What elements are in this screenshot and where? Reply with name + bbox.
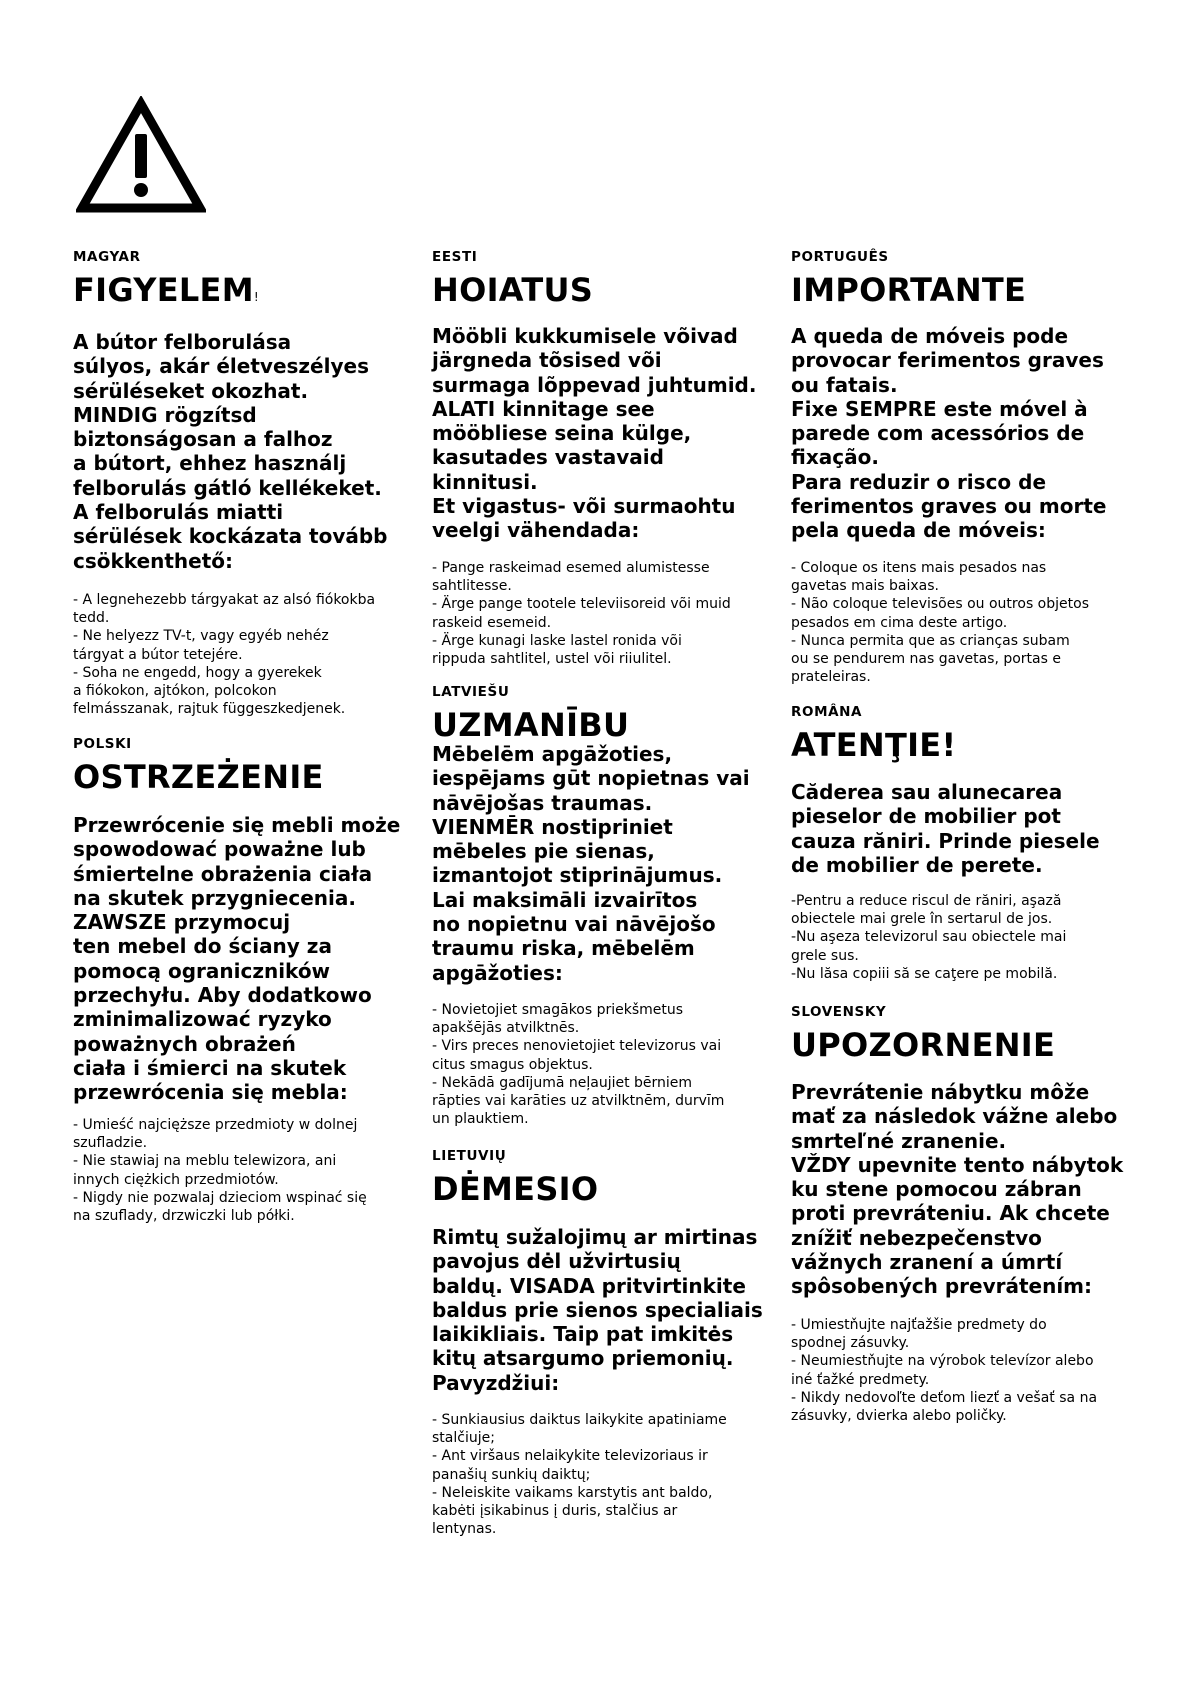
language-label: LATVIEŠU (432, 684, 510, 700)
list-item: - Não coloque televisões ou outros objetos pesados em cima deste artigo. (791, 596, 1089, 631)
list-item: - Sunkiausius daiktus laikykite apatiniame stalčiuje; (432, 1412, 727, 1447)
language-label: MAGYAR (73, 249, 141, 265)
safety-tips-list (73, 1116, 367, 1225)
list-item: - Neumiestňujte na výrobok televízor alebo iné ťažké predmety. (791, 1353, 1094, 1388)
list-item: - Nekādā gadījumā neļaujiet bērniem rāpties vai karāties uz atvilktnēm, durvīm un plauktiem. (432, 1074, 725, 1128)
list-item: - Novietojiet smagākos priekšmetus apakšējās atvilktnēs. (432, 1002, 684, 1037)
warning-lead-text: Mööbli kukkumisele võivad järgneda tõsised või surmaga lõppevad juhtumid. ALATI kinnitage see mööbliese seina külge, kasutades vastavaid kinnitusi. Et vigastus- või surmaohtu veelgi vähendada: (432, 324, 757, 543)
list-item: -Pentru a reduce riscul de răniri, aşază obiectele mai grele în sertarul de jos. (791, 893, 1062, 928)
safety-tips-list (432, 1001, 724, 1128)
warning-heading: IMPORTANTE (791, 271, 1027, 309)
list-item: - Virs preces nenovietojiet televizorus vai citus smagus objektus. (432, 1038, 722, 1073)
warning-lead-text: Mēbelēm apgāžoties, iespējams gūt nopietnas vai nāvējošas traumas. VIENMĒR nostipriniet mēbeles pie sienas, izmantojot stiprinājumus. Lai maksimāli izvairītos no nopietnu vai nāvējošo traumu riska, mēbelēm apgāžoties: (432, 742, 750, 985)
list-item: - Ne helyezz TV-t, vagy egyéb nehéz tárgyat a bútor tetejére. (73, 628, 329, 663)
list-item: - Coloque os itens mais pesados nas gavetas mais baixas. (791, 560, 1047, 595)
warning-lead-text: Przewrócenie się mebli może spowodować poważne lub śmiertelne obrażenia ciała na skutek przygniecenia. ZAWSZE przymocuj ten mebel do ściany za pomocą ograniczników przechyłu. Aby dodatkowo zminimalizować ryzyko poważnych obrażeń ciała i śmierci na skutek przewrócenia się mebla: (73, 813, 401, 1105)
language-label: SLOVENSKY (791, 1004, 887, 1020)
warning-lead-text: Rimtų sužalojimų ar mirtinas pavojus dėl užvirtusių baldų. VISADA pritvirtinkite baldus prie sienos specialiais laikikliais. Taip pat imkitės kitų atsargumo priemonių. Pavyzdžiui: (432, 1225, 763, 1395)
list-item: - Ärge pange tootele televiisoreid või muid raskeid esemeid. (432, 596, 731, 631)
warning-lead-text: Căderea sau alunecarea pieselor de mobilier pot cauza răniri. Prinde piesele de mobilier de perete. (791, 780, 1100, 877)
warning-heading: UZMANĪBU (432, 706, 630, 744)
warning-heading: HOIATUS (432, 271, 594, 309)
list-item: - Soha ne engedd, hogy a gyerekek a fiókokon, ajtókon, polcokon felmásszanak, rajtuk függeszkedjenek. (73, 664, 346, 718)
safety-tips-list (791, 892, 1066, 983)
warning-heading: UPOZORNENIE (791, 1026, 1056, 1064)
list-item: - Neleiskite vaikams karstytis ant baldo, kabėti įsikabinus į duris, stalčius ar lentynas. (432, 1484, 713, 1538)
safety-tips-list (432, 559, 731, 668)
list-item: - Nunca permita que as crianças subam ou se pendurem nas gavetas, portas e prateleiras. (791, 632, 1070, 686)
language-label: ROMÂNA (791, 704, 863, 720)
warning-lead-text: A bútor felborulása súlyos, akár életveszélyes sérüléseket okozhat. MINDIG rögzítsd biztonságosan a falhoz a bútort, ehhez használj felborulás gátló kellékeket. A felborulás miatti sérülések kockázata tovább csökkenthető: (73, 330, 388, 573)
list-item: - Umiestňujte najťažšie predmety do spodnej zásuvky. (791, 1317, 1047, 1352)
safety-tips-list (791, 1316, 1097, 1425)
list-item: - Ant viršaus nelaikykite televizoriaus ir panašių sunkių daiktų; (432, 1448, 708, 1483)
warning-heading: FIGYELEM! (73, 271, 259, 309)
warning-heading: OSTRZEŻENIE (73, 758, 324, 796)
language-label: EESTI (432, 249, 478, 265)
list-item: - Nikdy nedovoľte deťom liezť a vešať sa na zásuvky, dvierka alebo poličky. (791, 1389, 1098, 1425)
safety-tips-list (432, 1411, 727, 1538)
list-item: - A legnehezebb tárgyakat az alsó fiókokba tedd. (73, 592, 376, 627)
warning-triangle-icon (76, 96, 206, 216)
warning-lead-text: Prevrátenie nábytku môže mať za následok vážne alebo smrteľné zranenie. VŽDY upevnite tento nábytok ku stene pomocou zábran proti prevráteniu. Ak chcete znížiť nebezpečenstvo vážnych zranení a úmrtí spôsobených prevrátením: (791, 1080, 1124, 1299)
list-item: - Nie stawiaj na meblu telewizora, ani innych ciężkich przedmiotów. (73, 1153, 337, 1188)
safety-tips-list (791, 559, 1089, 686)
list-item: -Nu aşeza televizorul sau obiectele mai grele sus. (791, 929, 1067, 964)
warning-heading: ATENŢIE! (791, 726, 957, 764)
list-item: - Nigdy nie pozwalaj dzieciom wspinać się na szuflady, drzwiczki lub półki. (73, 1189, 367, 1225)
language-label: PORTUGUÊS (791, 249, 889, 265)
warning-heading: DĖMESIO (432, 1170, 599, 1208)
list-item: - Umieść najcięższe przedmioty w dolnej szufladzie. (73, 1117, 358, 1152)
safety-tips-list (73, 591, 375, 718)
language-label: LIETUVIŲ (432, 1148, 507, 1164)
language-label: POLSKI (73, 736, 132, 752)
warning-lead-text: A queda de móveis pode provocar ferimentos graves ou fatais. Fixe SEMPRE este móvel à parede com acessórios de fixação. Para reduzir o risco de ferimentos graves ou morte pela queda de móveis: (791, 324, 1107, 543)
list-item: - Pange raskeimad esemed alumistesse sahtlitesse. (432, 560, 710, 595)
list-item: - Ärge kunagi laske lastel ronida või rippuda sahtlitel, ustel või riiulitel. (432, 632, 682, 668)
list-item: -Nu lăsa copiii să se caţere pe mobilă. (791, 965, 1058, 982)
heading-suffix: ! (253, 290, 259, 304)
